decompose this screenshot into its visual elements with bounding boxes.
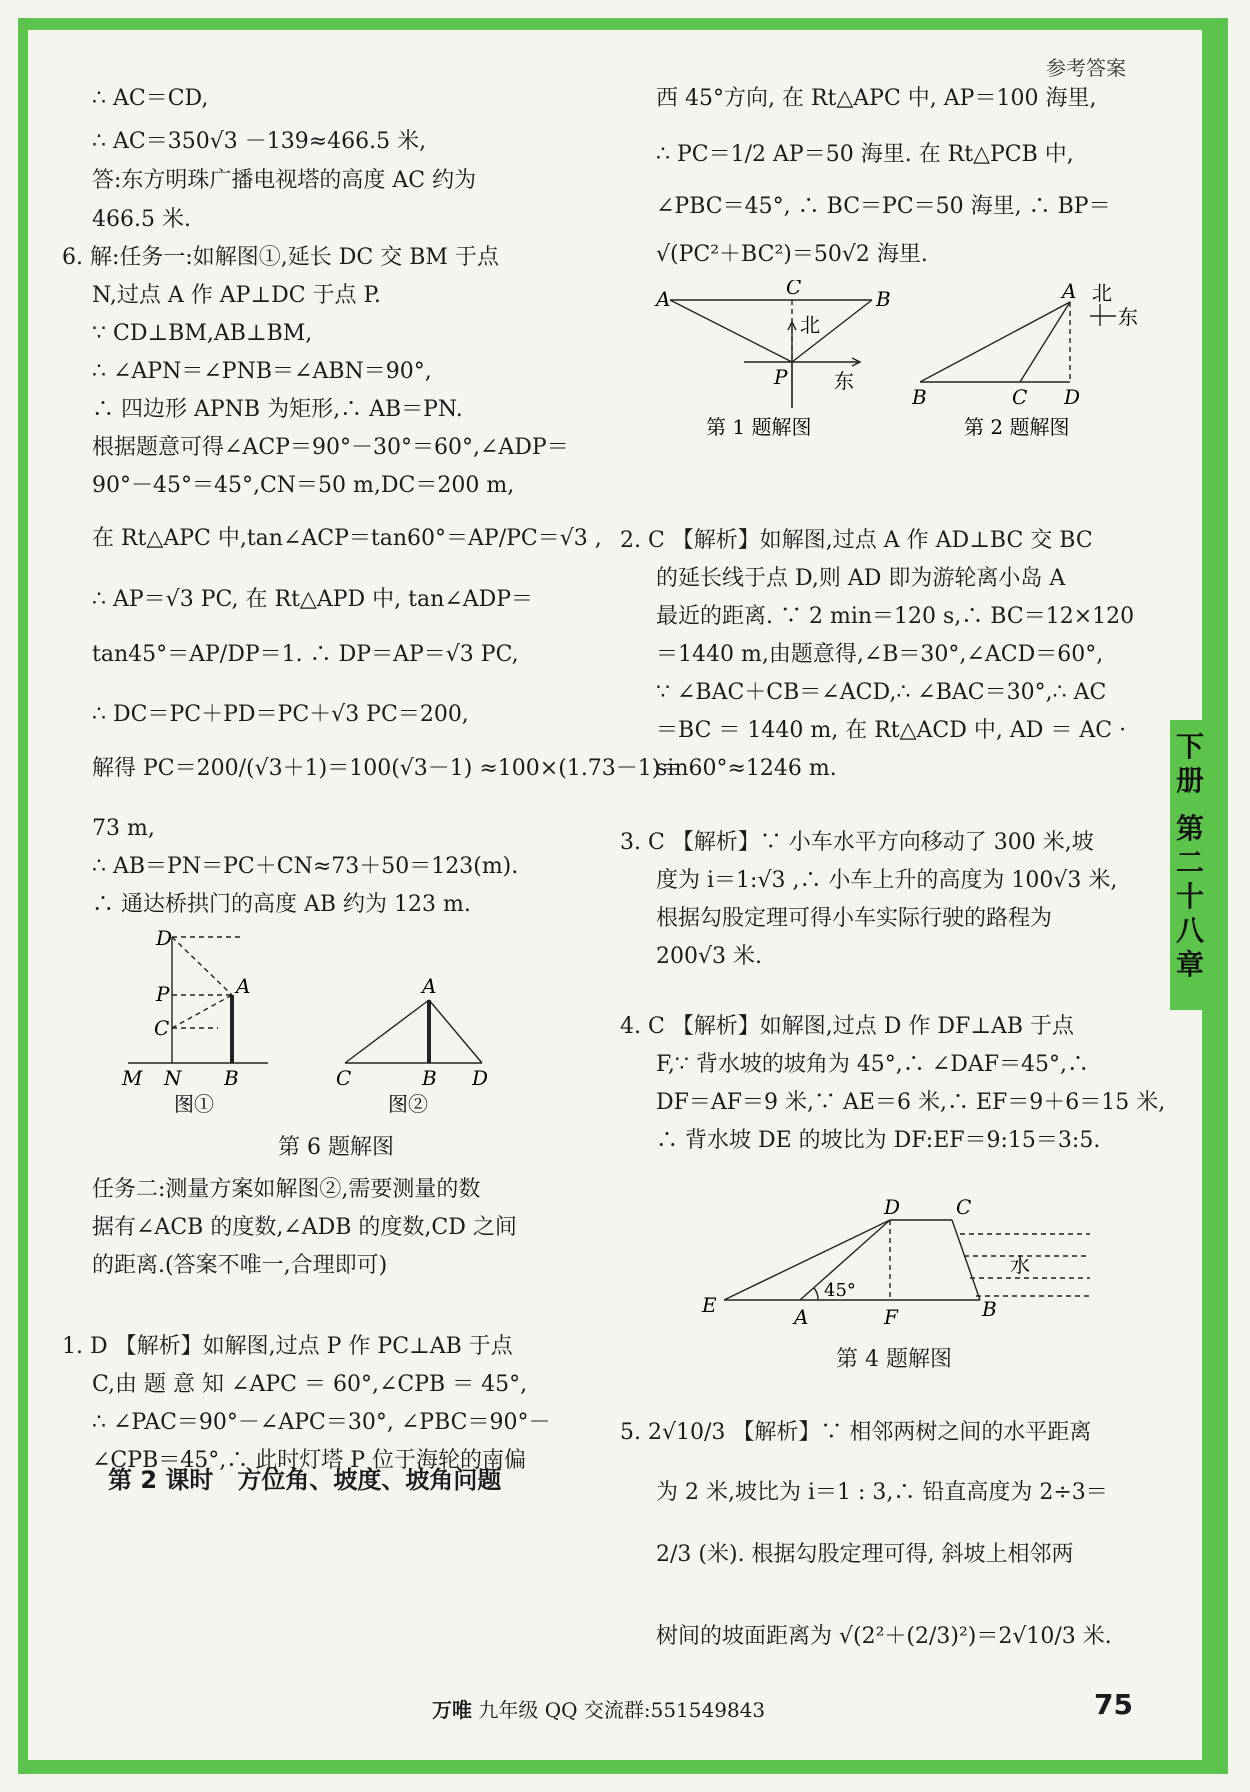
text-line: ∠PBC＝45°, ∴ BC＝PC＝50 海里, ∴ BP＝ — [656, 194, 1111, 219]
text-line: 最近的距离. ∵ 2 min＝120 s,∴ BC＝12×120 — [656, 604, 1135, 629]
fig6-label-a: A — [236, 974, 251, 998]
text-line: ∴ AB＝PN＝PC＋CN≈73＋50＝123(m). — [92, 854, 519, 879]
text-line: ∴ AC＝350√3 －139≈466.5 米, — [92, 129, 427, 154]
fig4-water-label: 水 — [1010, 1253, 1030, 1277]
question-2-line: 2. C 【解析】如解图,过点 A 作 AD⊥BC 交 BC — [620, 528, 1093, 553]
figure-6-caption-2: 图② — [388, 1092, 428, 1116]
figure-6-title: 第 6 题解图 — [278, 1135, 394, 1160]
fig2-east-label: 东 — [1118, 305, 1138, 329]
footer-text: 九年级 QQ 交流群:551549843 — [478, 1698, 766, 1722]
fig2-label-c: C — [1012, 385, 1028, 409]
figure-2-caption: 第 2 题解图 — [964, 415, 1070, 439]
section-title: 第 2 课时 方位角、坡度、坡角问题 — [108, 1466, 502, 1494]
fig6-label-p: P — [156, 982, 170, 1006]
text-line: 466.5 米. — [92, 207, 191, 232]
volume-label: 下册 — [1175, 730, 1204, 797]
text-line: ＝BC ＝ 1440 m, 在 Rt△ACD 中, AD ＝ AC · — [656, 718, 1127, 743]
question-1-line: 1. D 【解析】如解图,过点 P 作 PC⊥AB 于点 — [62, 1334, 513, 1359]
fig1-label-p: P — [774, 365, 788, 389]
text-line: ＝1440 m,由题意得,∠B＝30°,∠ACD＝60°, — [656, 642, 1104, 667]
text-line: √(PC²＋BC²)＝50√2 海里. — [656, 242, 928, 267]
fig1-label-a: A — [656, 287, 671, 311]
text-line: ∴ 四边形 APNB 为矩形,∴ AB＝PN. — [92, 397, 463, 422]
text-line: 据有∠ACB 的度数,∠ADB 的度数,CD 之间 — [92, 1215, 517, 1240]
page-header: 参考答案 — [1046, 56, 1126, 80]
text-line: F,∵ 背水坡的坡角为 45°,∴ ∠DAF＝45°,∴ — [656, 1052, 1090, 1077]
text-line: 2/3 (米). 根据勾股定理可得, 斜坡上相邻两 — [656, 1542, 1074, 1567]
fig6-label-n: N — [164, 1066, 182, 1090]
text-line: 的延长线于点 D,则 AD 即为游轮离小岛 A — [656, 566, 1066, 591]
left-border — [18, 18, 28, 1772]
text-line: 的距离.(答案不唯一,合理即可) — [92, 1253, 388, 1278]
text-line: 在 Rt△APC 中,tan∠ACP＝tan60°＝AP/PC＝√3 , — [92, 526, 602, 551]
text-line: DF＝AF＝9 米,∵ AE＝6 米,∴ EF＝9＋6＝15 米, — [656, 1090, 1166, 1115]
fig6-label-d: D — [156, 926, 173, 950]
fig4-label-e: E — [702, 1293, 717, 1317]
text-line: 答:东方明珠广播电视塔的高度 AC 约为 — [92, 168, 477, 193]
footer-brand: 万唯 — [432, 1698, 472, 1722]
fig1-east-label: 东 — [834, 369, 854, 393]
bottom-border — [18, 1760, 1228, 1774]
text-line: ∵ ∠BAC＋CB＝∠ACD,∴ ∠BAC＝30°,∴ AC — [656, 680, 1107, 705]
fig2-north-label: 北 — [1092, 281, 1112, 305]
fig1-north-label: 北 — [800, 313, 820, 337]
text-line: ∴ ∠PAC＝90°－∠APC＝30°, ∠PBC＝90°－ — [92, 1410, 551, 1435]
fig2-label-b: B — [912, 385, 927, 409]
question-6-line: 6. 解:任务一:如解图①,延长 DC 交 BM 于点 — [62, 245, 499, 270]
fig6b-label-b: B — [422, 1066, 437, 1090]
fig4-label-f: F — [884, 1305, 898, 1329]
fig2-label-d: D — [1064, 385, 1081, 409]
fig2-label-a: A — [1062, 280, 1077, 303]
question-5-line: 5. 2√10/3 【解析】∵ 相邻两树之间的水平距离 — [620, 1420, 1092, 1445]
text-line: 西 45°方向, 在 Rt△APC 中, AP＝100 海里, — [656, 86, 1097, 111]
fig4-label-c: C — [956, 1195, 972, 1219]
text-line: ∠CPB＝45°,∴ 此时灯塔 P 位于海轮的南偏 — [92, 1448, 527, 1473]
chapter-label: 第二十八章 — [1175, 812, 1204, 981]
text-line: ∴ 背水坡 DE 的坡比为 DF:EF＝9:15＝3:5. — [656, 1128, 1101, 1153]
text-line: 根据勾股定理可得小车实际行驶的路程为 — [656, 906, 1053, 931]
fig6-label-c: C — [154, 1016, 170, 1040]
fig6b-label-c: C — [336, 1066, 352, 1090]
text-line: 根据题意可得∠ACP＝90°－30°＝60°,∠ADP＝ — [92, 435, 569, 460]
fig1-label-c: C — [786, 280, 802, 299]
fig6b-label-d: D — [472, 1066, 489, 1090]
figure-6-diagram — [110, 925, 570, 1135]
question-4-line: 4. C 【解析】如解图,过点 D 作 DF⊥AB 于点 — [620, 1014, 1075, 1039]
text-line: 73 m, — [92, 816, 155, 841]
fig4-angle-label: 45° — [824, 1280, 856, 1301]
text-line: 为 2 米,坡比为 i＝1 : 3,∴ 铅直高度为 2÷3＝ — [656, 1480, 1108, 1505]
text-line: tan45°＝AP/DP＝1. ∴ DP＝AP＝√3 PC, — [92, 642, 519, 667]
text-line: 树间的坡面距离为 √(2²＋(2/3)²)＝2√10/3 米. — [656, 1624, 1112, 1649]
text-line: 200√3 米. — [656, 944, 762, 969]
text-line: ∴ 通达桥拱门的高度 AB 约为 123 m. — [92, 892, 471, 917]
figure-4-caption: 第 4 题解图 — [836, 1347, 952, 1372]
text-line: 90°－45°＝45°,CN＝50 m,DC＝200 m, — [92, 473, 515, 498]
fig6-label-b: B — [224, 1066, 239, 1090]
fig6b-label-a: A — [422, 974, 437, 998]
text-line: ∴ PC＝1/2 AP＝50 海里. 在 Rt△PCB 中, — [656, 142, 1074, 167]
text-line: sin60°≈1246 m. — [656, 756, 837, 781]
top-border — [18, 18, 1228, 30]
fig4-label-b: B — [982, 1297, 997, 1321]
text-line: 解得 PC＝200/(√3＋1)＝100(√3－1) ≈100×(1.73－1)＝ — [92, 756, 683, 781]
chapter-tab-text — [1172, 730, 1208, 982]
text-line: ∴ ∠APN＝∠PNB＝∠ABN＝90°, — [92, 359, 432, 384]
text-line: ∴ AP＝√3 PC, 在 Rt△APD 中, tan∠ADP＝ — [92, 587, 534, 612]
text-line: 任务二:测量方案如解图②,需要测量的数 — [92, 1177, 481, 1202]
text-line: ∵ CD⊥BM,AB⊥BM, — [92, 321, 313, 346]
page-number: 75 — [1094, 1688, 1133, 1721]
text-line: C,由 题 意 知 ∠APC ＝ 60°,∠CPB ＝ 45°, — [92, 1372, 528, 1397]
figure-6-caption-1: 图① — [174, 1092, 214, 1116]
figures-1-2-diagram — [650, 280, 1155, 480]
page-footer — [432, 1694, 765, 1723]
fig1-label-b: B — [876, 287, 891, 311]
text-line: 度为 i＝1:√3 ,∴ 小车上升的高度为 100√3 米, — [656, 868, 1118, 893]
fig6-label-m: M — [122, 1066, 143, 1090]
text-line: ∴ AC＝CD, — [92, 86, 209, 111]
figure-1-caption: 第 1 题解图 — [706, 415, 812, 439]
question-3-line: 3. C 【解析】∵ 小车水平方向移动了 300 米,坡 — [620, 830, 1094, 855]
fig4-label-d: D — [884, 1195, 901, 1219]
fig4-label-a: A — [794, 1305, 809, 1329]
text-line: N,过点 A 作 AP⊥DC 于点 P. — [92, 283, 381, 308]
text-line: ∴ DC＝PC＋PD＝PC＋√3 PC＝200, — [92, 702, 469, 727]
